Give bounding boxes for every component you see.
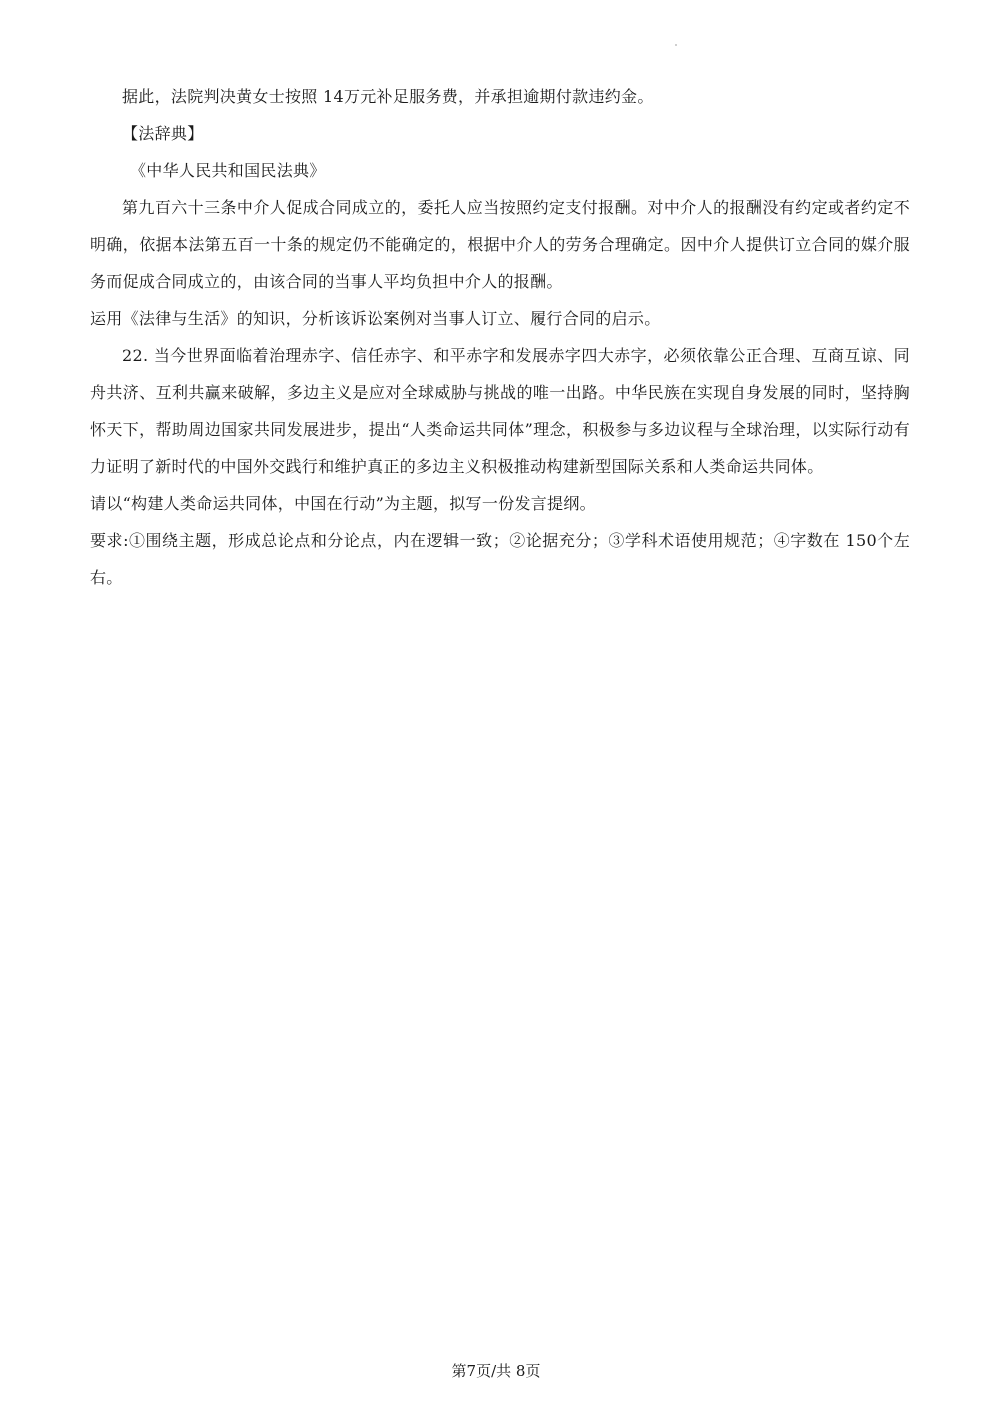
verdict-paragraph: 据此，法院判决黄女士按照 14万元补足服务费，并承担逾期付款违约金。 (122, 87, 654, 106)
question-21-prompt: 运用《法律与生活》的知识，分析该诉讼案例对当事人订立、履行合同的启示。 (90, 309, 661, 328)
question-22-material: 22. 当今世界面临着治理赤字、信任赤字、和平赤字和发展赤字四大赤字，必须依靠公正合理、互商互谅、同舟共济、互利共赢来破解，多边主义是应对全球威胁与挑战的唯一出路。中华民族在实现自身发展的同时，坚持胸怀天下，帮助周边国家共同发展进步，提出“人类命运共同体”理念，积极参与多边议程与全球治理，以实际行动有力证明了新时代的中国外交践行和维护真正的多边主义积极推动构建新型国际关系和人类命运共同体。 (90, 346, 910, 476)
scan-speck (675, 44, 677, 46)
document-body (90, 78, 910, 596)
civil-code-title: 《中华人民共和国民法典》 (130, 161, 326, 180)
section-tag: 【法辞典】 (122, 124, 204, 143)
question-22-task: 请以“构建人类命运共同体，中国在行动”为主题，拟写一份发言提纲。 (90, 494, 596, 513)
page-number: 第7页/共 8页 (451, 1362, 541, 1380)
article-963-paragraph: 第九百六十三条中介人促成合同成立的，委托人应当按照约定支付报酬。对中介人的报酬没有约定或者约定不明确，依据本法第五百一十条的规定仍不能确定的，根据中介人的劳务合理确定。因中介人提供订立合同的媒介服务而促成合同成立的，由该合同的当事人平均负担中介人的报酬。 (90, 198, 910, 291)
question-22-requirements: 要求:①围绕主题，形成总论点和分论点，内在逻辑一致；②论据充分；③学科术语使用规范；④字数在 150个左右。 (90, 531, 910, 587)
